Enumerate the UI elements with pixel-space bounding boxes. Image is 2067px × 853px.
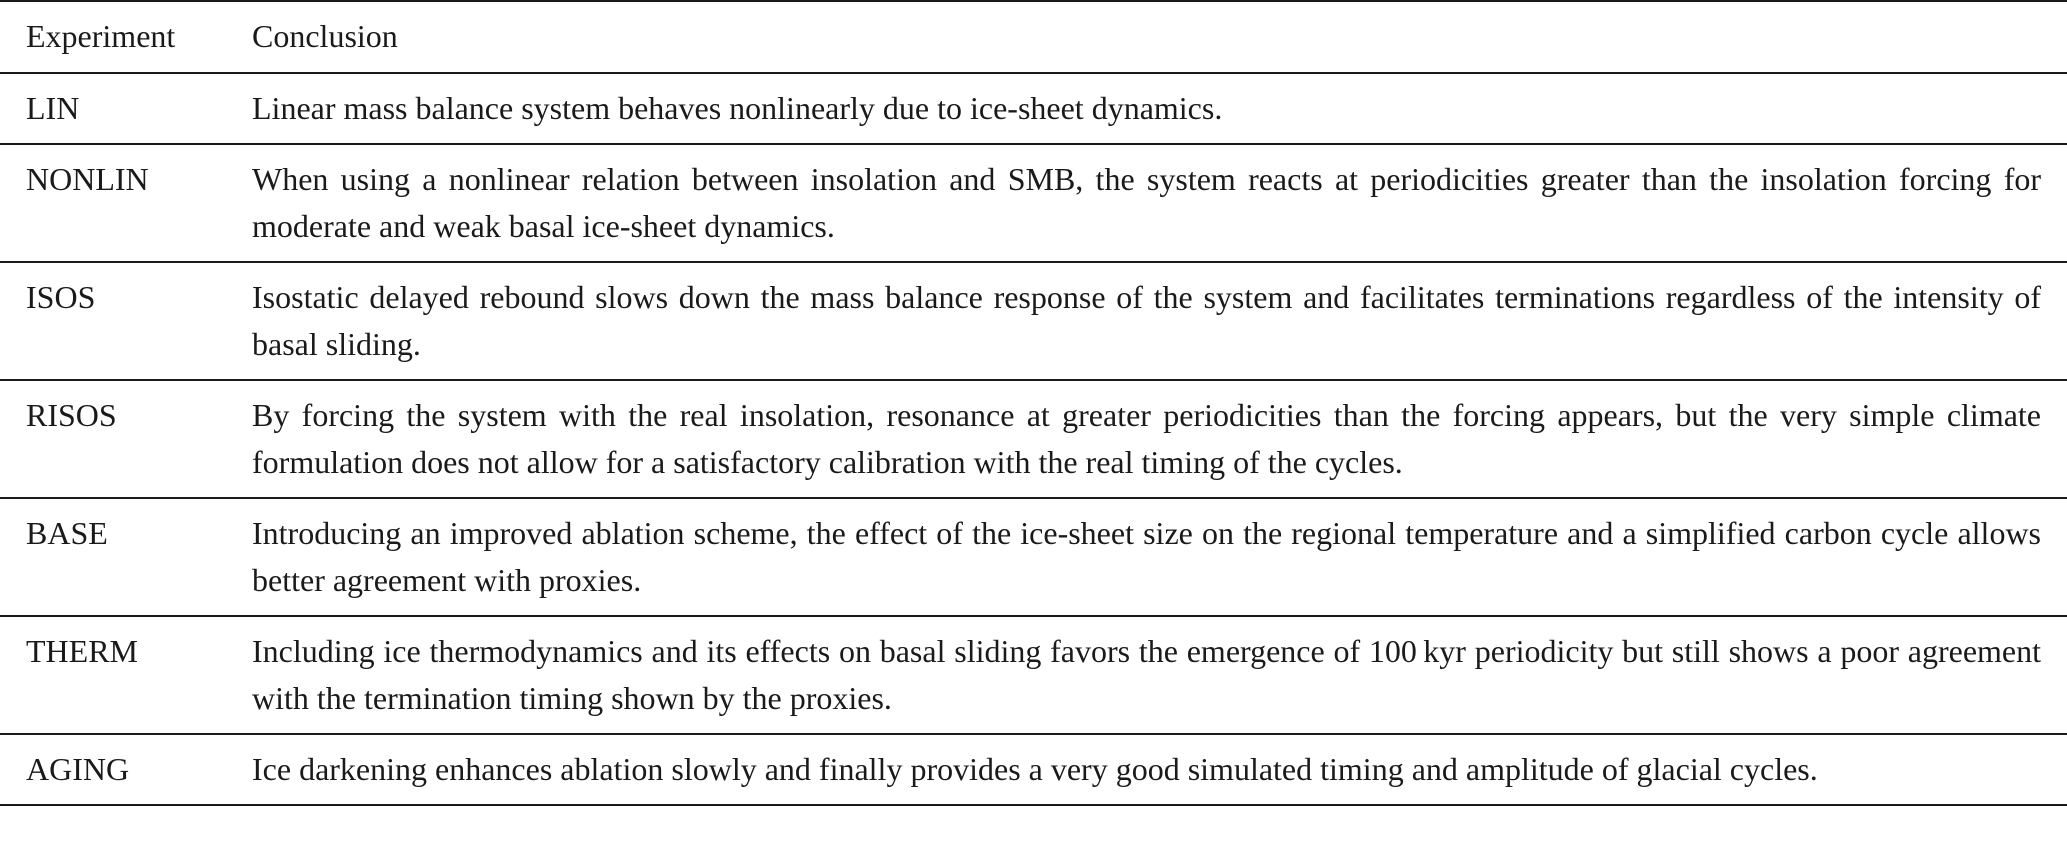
table-row	[0, 616, 2067, 734]
experiment-cell: AGING	[26, 751, 130, 787]
experiment-cell: RISOS	[26, 397, 117, 433]
experiment-cell: THERM	[26, 633, 138, 669]
conclusion-cell: By forcing the system with the real insolation, resonance at greater periodicities than the forcing appears, but the very simple climate formulation does not allow for a satisfactory calibration with the real timing of the cycles.	[252, 397, 2041, 480]
table-row	[0, 73, 2067, 144]
conclusion-cell: Isostatic delayed rebound slows down the mass balance response of the system and facilitates terminations regardless of the intensity of basal sliding.	[252, 279, 2041, 362]
header-conclusion: Conclusion	[252, 18, 398, 54]
table-row	[0, 144, 2067, 262]
table-row	[0, 380, 2067, 498]
experiment-cell: LIN	[26, 90, 80, 126]
table-row	[0, 734, 2067, 805]
experiment-cell: NONLIN	[26, 161, 149, 197]
table-row	[0, 262, 2067, 380]
experiment-cell: ISOS	[26, 279, 96, 315]
table-body	[0, 73, 2067, 805]
header-experiment: Experiment	[26, 18, 176, 54]
conclusion-cell: When using a nonlinear relation between insolation and SMB, the system reacts at periodicities greater than the insolation forcing for moderate and weak basal ice-sheet dynamics.	[252, 161, 2041, 244]
table-header	[0, 1, 2067, 73]
conclusion-cell: Ice darkening enhances ablation slowly and finally provides a very good simulated timing and amplitude of glacial cycles.	[252, 751, 1818, 787]
conclusion-cell: Including ice thermodynamics and its effects on basal sliding favors the emergence of 100 kyr periodicity but still shows a poor agreement with the termination timing shown by the proxies.	[252, 633, 2041, 716]
header-row	[0, 1, 2067, 73]
experiment-cell: BASE	[26, 515, 108, 551]
conclusion-cell: Introducing an improved ablation scheme, the effect of the ice-sheet size on the regional temperature and a simplified carbon cycle allows better agreement with proxies.	[252, 515, 2041, 598]
table-row	[0, 498, 2067, 616]
conclusion-cell: Linear mass balance system behaves nonlinearly due to ice-sheet dynamics.	[252, 90, 1223, 126]
